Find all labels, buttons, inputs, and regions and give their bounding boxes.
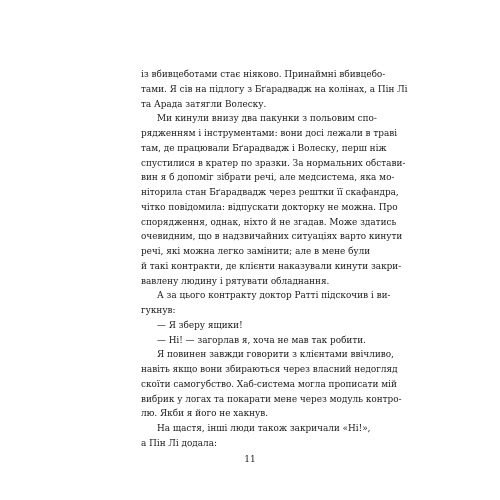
text-line: й такі контракти, де клієнти наказували кинути закри- xyxy=(141,261,402,272)
text-line: очевидним, що в надзвичайних ситуаціях варто кинути xyxy=(141,232,403,243)
text-line: ніторила стан Бґарадвадж через рештки її скафандра, xyxy=(141,188,399,198)
text-line: вин я б допоміг зібрати речі, але медсистема, яка мо- xyxy=(141,173,395,184)
text-line: речі, які можна легко замінити; але в мене були xyxy=(141,247,371,257)
text-line: та Арада затягли Волеску. xyxy=(141,99,267,110)
text-line: А за цього контракту доктор Ратті підскочив і ви- xyxy=(157,291,391,302)
body-text xyxy=(141,68,408,452)
text-line: Ми кинули внизу два пакунки з польовим спо- xyxy=(157,114,377,125)
text-line: спорядження, однак, ніхто й не згадав. Може здатись xyxy=(141,217,397,228)
text-line: чітко повідомила: відпускати докторку не можна. Про xyxy=(141,202,398,213)
text-line: — Ні! — загорлав я, хоча не мав так робити. xyxy=(157,335,366,346)
text-line: скоїти самогубство. Хаб-система могла прописати мій xyxy=(141,379,397,390)
text-line: а Пін Лі додала: xyxy=(141,438,217,449)
text-line: На щастя, інші люди також закричали «Ні!», xyxy=(157,424,371,434)
text-line: тами. Я сів на підлогу з Бґарадвадж на колінах, а Пін Лі xyxy=(141,84,408,95)
text-line: із вбивцеботами стає ніяково. Принаймні вбивцебо- xyxy=(141,70,386,80)
text-line: — Я зберу ящики! xyxy=(157,320,243,331)
text-line: навіть якщо вони збираються через власний недогляд xyxy=(141,365,398,375)
text-line: рядженням і інструментами: вони досі лежали в траві xyxy=(141,129,398,139)
text-line: вибрик у логах та покарати мене через модуль контро- xyxy=(141,394,402,405)
text-line: Я повинен завжди говорити з клієнтами ввічливо, xyxy=(157,350,394,361)
text-line: там, де працювали Бґарадвадж і Волеску, перш ніж xyxy=(141,143,387,154)
page-number: 11 xyxy=(244,455,256,465)
text-line: вавлену людину і рятувати обладнання. xyxy=(141,276,330,287)
text-line: спустилися в кратер по зразки. За нормальних обстави- xyxy=(141,158,406,169)
text-line: гукнув: xyxy=(141,306,176,316)
text-line: лю. Якби я його не хакнув. xyxy=(141,409,269,420)
